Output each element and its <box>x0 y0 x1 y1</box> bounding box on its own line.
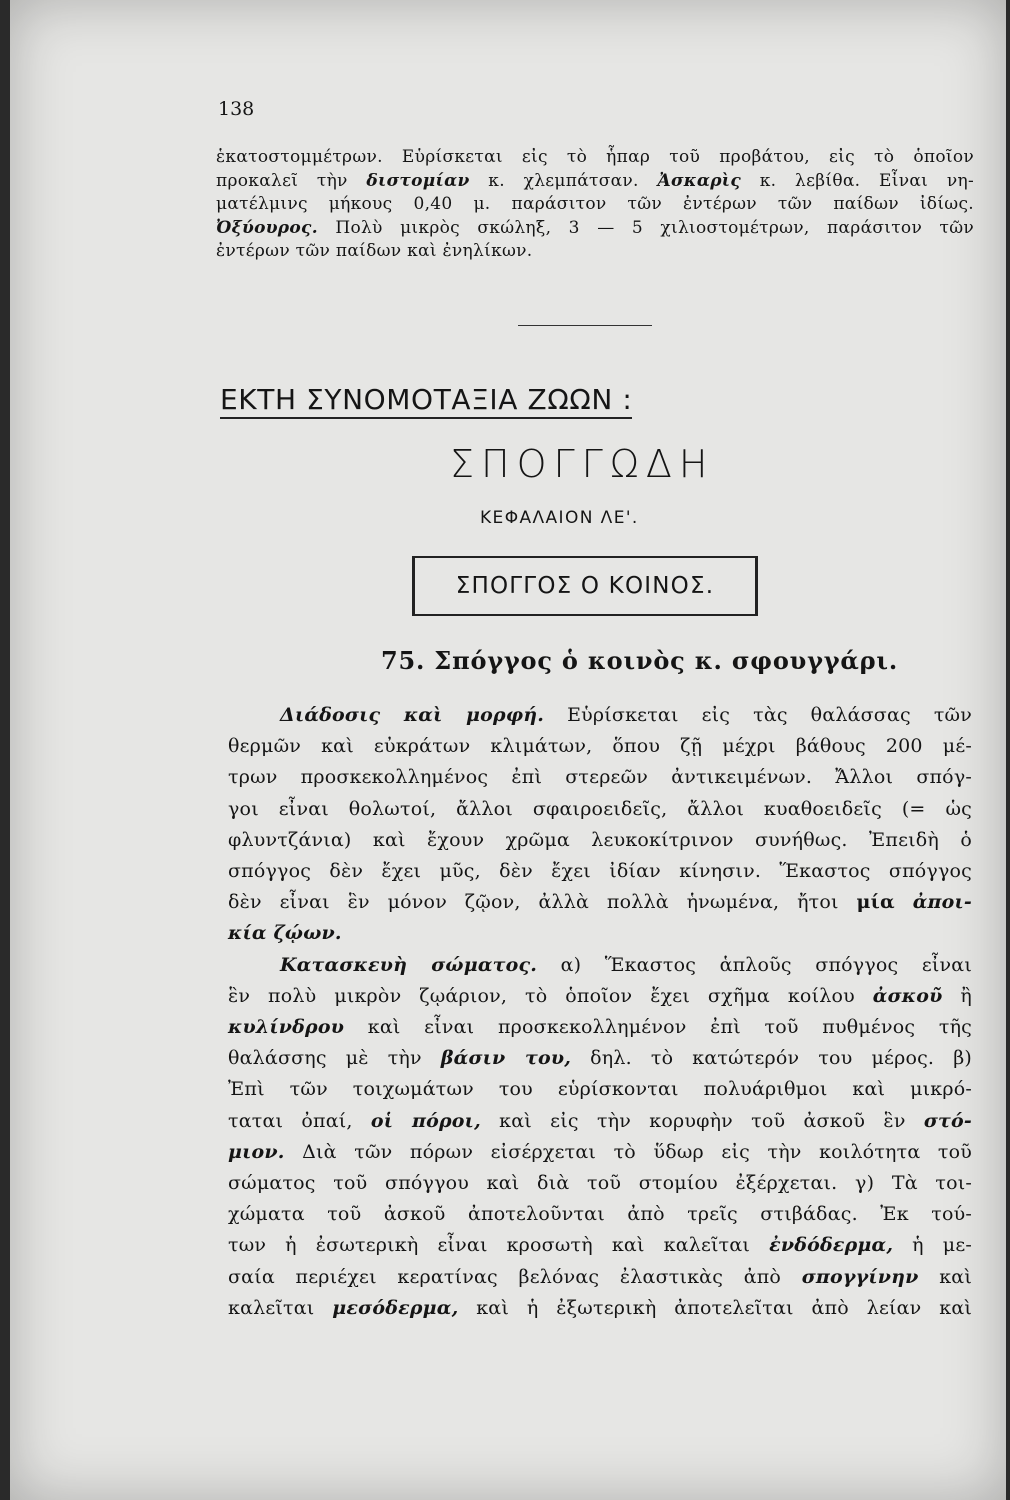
text-line <box>228 1043 972 1074</box>
emphasized-term: Κατασκευὴ σώματος. <box>280 953 538 976</box>
boxed-title-text: ΣΠΟΓΓΟΣ Ο ΚΟΙΝΟΣ. <box>455 573 715 599</box>
text-line <box>228 731 972 762</box>
text-line <box>216 193 974 217</box>
text-run: Διὰ τῶν πόρων εἰσέρχεται τὸ ὕδωρ εἰς τὴν κοιλότητα τοῦ <box>284 1140 972 1163</box>
text-run: ματέλμινς μήκους 0,40 μ. παράσιτον τῶν ἐντέρων τῶν παίδων ἰδίως. <box>216 194 974 214</box>
text-line <box>216 217 974 241</box>
text-line <box>228 794 972 825</box>
emphasized-term: βάσιν του, <box>440 1047 572 1070</box>
text-line <box>228 1230 972 1261</box>
text-run: φλυντζάνια) καὶ ἔχουν χρῶμα λευκοκίτρινον συνήθως. Ἐπειδὴ ὁ <box>228 828 972 851</box>
text-run: γοι εἶναι θολωτοί, ἄλλοι σφαιροειδεῖς, ἄλλοι κυαθοειδεῖς (= ὡς <box>228 797 972 820</box>
emphasized-term: στό- <box>923 1109 972 1132</box>
emphasized-term: κυλίνδρου <box>228 1016 345 1039</box>
group-title: ΣΠΟΓΓΩΔΗ <box>450 442 715 486</box>
text-run: ταται ὀπαί, <box>228 1109 371 1132</box>
text-run: καὶ ἡ ἐξωτερικὴ ἀποτελεῖται ἀπὸ λείαν καὶ <box>458 1296 973 1319</box>
text-run: δὲν εἶναι ἓν μόνον ζῷον, ἀλλὰ πολλὰ ἡνωμένα, ἤτοι <box>228 891 857 914</box>
text-run: καὶ εἶναι προσκεκολλημένον ἐπὶ τοῦ πυθμένος τῆς <box>344 1016 972 1039</box>
body-paragraph <box>228 700 972 1324</box>
emphasized-term: ἀσκοῦ <box>872 984 943 1007</box>
text-run: κ. χλεμπάτσαν. <box>469 170 658 191</box>
text-run: θαλάσσης μὲ τὴν <box>228 1047 441 1070</box>
emphasized-term: κία ζῴων. <box>228 922 342 945</box>
text-line <box>228 1074 972 1105</box>
text-run: καλεῖται <box>228 1296 333 1319</box>
text-run: Πολὺ μικρὸς σκώληξ, 3 — 5 χιλιοστομέτρων, παράσιτον τῶν <box>317 217 974 238</box>
text-line <box>228 1106 972 1137</box>
emphasized-term: μεσόδερμα, <box>332 1296 459 1319</box>
text-run: δηλ. τὸ κατώτερόν του μέρος. β) <box>571 1047 972 1070</box>
text-line <box>228 1168 972 1199</box>
text-run: ἓν πολὺ μικρὸν ζῳάριον, τὸ ὁποῖον ἔχει σχῆμα κοίλου <box>228 984 873 1007</box>
emphasized-term: διστομίαν <box>366 170 470 191</box>
emphasized-term: Διάδοσις καὶ μορφή. <box>280 704 545 726</box>
text-line <box>228 762 972 793</box>
text-run: χώματα τοῦ ἀσκοῦ ἀποτελοῦνται ἀπὸ τρεῖς στιβάδας. Ἐκ τού- <box>228 1203 972 1226</box>
text-line <box>228 1293 972 1324</box>
text-line <box>228 887 972 918</box>
emphasized-term: ἐνδόδερμα, <box>769 1234 894 1257</box>
text-line <box>216 240 974 264</box>
text-run: σαία περιέχει κερατίνας βελόνας ἐλαστικὰς ἀπὸ <box>228 1265 802 1288</box>
text-run: τρων προσκεκολλημένος ἐπὶ στερεῶν ἀντικειμένων. Ἄλλοι σπόγ- <box>228 766 972 789</box>
emphasized-term: σπογγίνην <box>801 1265 919 1288</box>
book-page <box>10 0 1006 1500</box>
text-line <box>228 700 972 731</box>
text-run: καὶ εἰς τὴν κορυφὴν τοῦ ἀσκοῦ ἓν <box>480 1109 924 1132</box>
chapter-label: ΚΕΦΑΛΑΙΟΝ ΛΕ'. <box>480 508 639 528</box>
text-line <box>216 146 974 170</box>
emphasized-term: ἀποι- <box>912 891 972 914</box>
text-run: ἑκατοστομμέτρων. Εὑρίσκεται εἰς τὸ ἧπαρ τοῦ προβάτου, εἰς τὸ ὁποῖον <box>216 147 974 167</box>
text-line <box>228 950 972 981</box>
text-line <box>228 856 972 887</box>
text-run: θερμῶν καὶ εὐκράτων κλιμάτων, ὅπου ζῇ μέχρι βάθους 200 μέ- <box>228 735 972 758</box>
section-heading: ΕΚΤΗ ΣΥΝΟΜΟΤΑΞΙΑ ΖΩΩΝ : <box>220 383 632 419</box>
text-run: προκαλεῖ τὴν <box>216 170 367 191</box>
text-run: κ. λεβίθα. Εἶναι νη- <box>740 170 974 191</box>
emphasized-term: μιον. <box>228 1140 285 1163</box>
continued-paragraph <box>216 146 974 264</box>
text-line <box>228 918 972 949</box>
text-run: ἢ <box>942 984 972 1007</box>
page-number: 138 <box>218 98 255 120</box>
emphasized-term: οἱ πόροι, <box>370 1109 481 1132</box>
text-line <box>216 170 974 194</box>
entry-title: 75. Σπόγγος ὁ κοινὸς κ. σφουγγάρι. <box>381 646 898 675</box>
boxed-title <box>412 556 758 616</box>
text-run: ἐντέρων τῶν παίδων καὶ ἐνηλίκων. <box>216 241 533 261</box>
text-line <box>228 981 972 1012</box>
text-run: σπόγγος δὲν ἔχει μῦς, δὲν ἔχει ἰδίαν κίνησιν. Ἕκαστος σπόγγος <box>228 860 972 883</box>
text-run: των ἡ ἐσωτερικὴ εἶναι κροσωτὴ καὶ καλεῖται <box>228 1234 770 1257</box>
text-line <box>228 1137 972 1168</box>
text-run <box>895 891 913 913</box>
text-run: σώματος τοῦ σπόγγου καὶ διὰ τοῦ στομίου ἐξέρχεται. γ) Τὰ τοι- <box>228 1172 972 1195</box>
text-line <box>228 1262 972 1293</box>
section-divider <box>518 325 652 326</box>
emphasized-term: Ὀξύουρος. <box>216 217 318 238</box>
text-run: Εὑρίσκεται εἰς τὰς θαλάσσας τῶν <box>544 704 972 726</box>
emphasized-term: μία <box>856 891 895 914</box>
text-run: Ἐπὶ τῶν τοιχωμάτων του εὑρίσκονται πολυάριθμοι καὶ μικρό- <box>228 1078 972 1101</box>
text-line <box>228 1012 972 1043</box>
text-run: ἡ με- <box>893 1234 972 1257</box>
text-run: α) Ἕκαστος ἁπλοῦς σπόγγος εἶναι <box>537 953 972 976</box>
text-line <box>228 1199 972 1230</box>
emphasized-term: Ἀσκαρὶς <box>657 170 741 191</box>
text-run: καὶ <box>918 1265 972 1288</box>
text-line <box>228 825 972 856</box>
